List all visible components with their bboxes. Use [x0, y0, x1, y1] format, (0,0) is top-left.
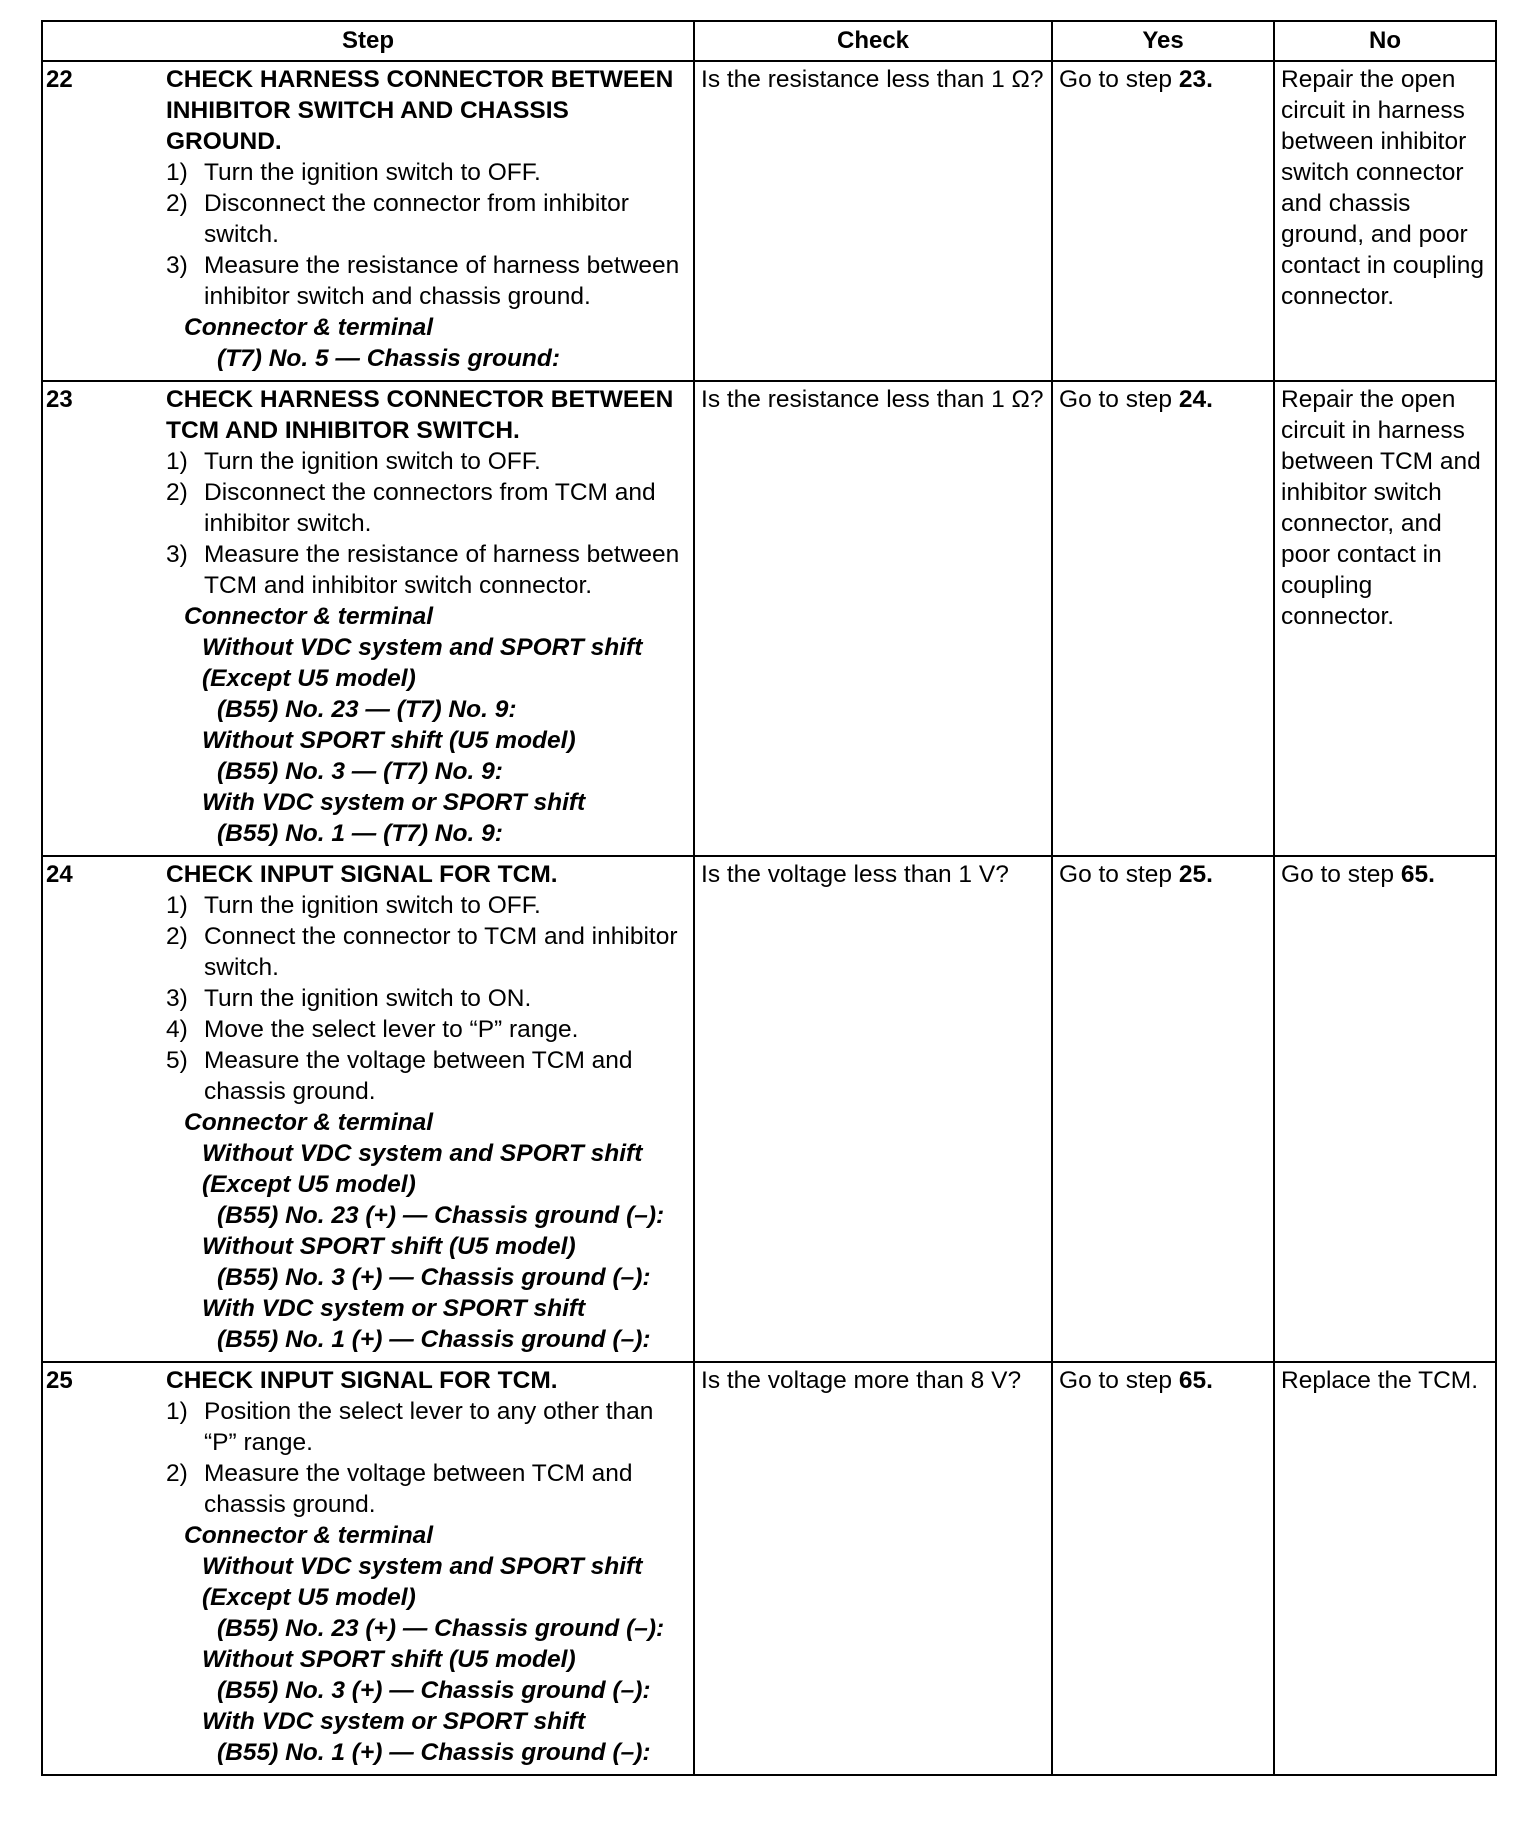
procedure-step	[166, 983, 693, 1014]
spec-line: Without SPORT shift (U5 model)	[202, 1233, 576, 1260]
procedure-step-number: 2)	[166, 190, 188, 217]
yes-action-text: Go to step	[1059, 861, 1179, 888]
spec-line: (B55) No. 23 — (T7) No. 9:	[217, 696, 517, 723]
procedure-step	[166, 157, 693, 188]
yes-action	[1053, 857, 1273, 890]
procedure-step-number: 2)	[166, 1460, 188, 1487]
spec-line: (B55) No. 3 — (T7) No. 9:	[217, 758, 503, 785]
procedure-step	[166, 1014, 693, 1045]
procedure-step	[166, 1396, 693, 1458]
spec-line: (Except U5 model)	[202, 1171, 416, 1198]
no-action	[1275, 62, 1495, 312]
spec-line: (B55) No. 3 (+) — Chassis ground (–):	[217, 1677, 651, 1704]
procedure-step-text: Turn the ignition switch to OFF.	[204, 159, 541, 186]
yes-cell	[1052, 856, 1274, 1362]
procedure-step	[166, 1045, 693, 1107]
no-step-ref: 65.	[1400, 861, 1435, 888]
yes-cell	[1052, 1362, 1274, 1775]
procedure-step-text: Position the select lever to any other than “P” range.	[204, 1398, 654, 1456]
step-number: 24	[46, 861, 73, 888]
check-question: Is the resistance less than 1 Ω?	[701, 386, 1044, 413]
spec-line: With VDC system or SPORT shift	[202, 1708, 586, 1735]
yes-action-text: Go to step	[1059, 1367, 1179, 1394]
procedure-step-text: Disconnect the connector from inhibitor switch.	[204, 190, 629, 248]
step-title: TCM AND INHIBITOR SWITCH.	[166, 417, 520, 444]
step-number: 23	[46, 386, 73, 413]
diagnostic-table	[41, 20, 1497, 1776]
step-title: CHECK HARNESS CONNECTOR BETWEEN	[166, 386, 674, 413]
header-check: Check	[694, 21, 1052, 61]
check-cell	[694, 1362, 1052, 1775]
procedure-step-text: Turn the ignition switch to ON.	[204, 985, 532, 1012]
spec-header: Connector & terminal	[184, 314, 434, 341]
procedure-step	[166, 188, 693, 250]
spec-line: (B55) No. 1 (+) — Chassis ground (–):	[217, 1326, 651, 1353]
procedure-step	[166, 921, 693, 983]
header-yes: Yes	[1052, 21, 1274, 61]
spec-line: (B55) No. 1 — (T7) No. 9:	[217, 820, 503, 847]
check-cell	[694, 856, 1052, 1362]
no-cell	[1274, 856, 1496, 1362]
header-step: Step	[42, 21, 694, 61]
procedure-step-text: Measure the resistance of harness between inhibitor switch and chassis ground.	[204, 252, 680, 310]
step-procedure	[166, 1363, 693, 1774]
header-no: No	[1274, 21, 1496, 61]
table-row	[42, 61, 1496, 381]
procedure-step	[166, 539, 693, 601]
spec-line: (B55) No. 23 (+) — Chassis ground (–):	[217, 1202, 665, 1229]
procedure-step-text: Measure the resistance of harness between TCM and inhibitor switch connector.	[204, 541, 680, 599]
yes-step-ref: 25.	[1178, 861, 1213, 888]
step-procedure	[166, 62, 693, 380]
yes-action	[1053, 62, 1273, 95]
procedure-step-text: Move the select lever to “P” range.	[204, 1016, 579, 1043]
procedure-step-text: Measure the voltage between TCM and chassis ground.	[204, 1460, 633, 1518]
spec-line: Without SPORT shift (U5 model)	[202, 1646, 576, 1673]
procedure-step	[166, 446, 693, 477]
spec-line: Without VDC system and SPORT shift	[202, 1140, 643, 1167]
procedure-step-text: Turn the ignition switch to OFF.	[204, 892, 541, 919]
table-row	[42, 856, 1496, 1362]
step-title: CHECK INPUT SIGNAL FOR TCM.	[166, 861, 558, 888]
step-number: 22	[46, 66, 73, 93]
spec-header: Connector & terminal	[184, 603, 434, 630]
step-title: CHECK HARNESS CONNECTOR BETWEEN	[166, 66, 674, 93]
spec-header: Connector & terminal	[184, 1109, 434, 1136]
no-action-text: Go to step	[1281, 861, 1401, 888]
step-title: INHIBITOR SWITCH AND CHASSIS	[166, 97, 569, 124]
spec-line: With VDC system or SPORT shift	[202, 789, 586, 816]
spec-line: (Except U5 model)	[202, 665, 416, 692]
yes-action	[1053, 1363, 1273, 1396]
check-question: Is the voltage less than 1 V?	[701, 861, 1009, 888]
spec-line: With VDC system or SPORT shift	[202, 1295, 586, 1322]
procedure-step-number: 2)	[166, 479, 188, 506]
procedure-step-number: 1)	[166, 1398, 188, 1425]
table-header-row	[42, 21, 1496, 61]
procedure-step-number: 3)	[166, 541, 188, 568]
no-cell	[1274, 61, 1496, 381]
yes-action-text: Go to step	[1059, 386, 1179, 413]
no-action	[1275, 1363, 1495, 1396]
procedure-step-number: 2)	[166, 923, 188, 950]
step-cell	[42, 856, 694, 1362]
no-action-text: Repair the open circuit in harness between inhibitor switch connector and chassis ground, and poor contact in coupling connector.	[1281, 66, 1484, 310]
procedure-step-number: 1)	[166, 159, 188, 186]
yes-cell	[1052, 381, 1274, 856]
check-question: Is the resistance less than 1 Ω?	[701, 66, 1044, 93]
yes-action	[1053, 382, 1273, 415]
procedure-step-text: Connect the connector to TCM and inhibitor switch.	[204, 923, 678, 981]
spec-line: Without VDC system and SPORT shift	[202, 634, 643, 661]
no-cell	[1274, 1362, 1496, 1775]
yes-action-text: Go to step	[1059, 66, 1179, 93]
step-cell	[42, 1362, 694, 1775]
no-cell	[1274, 381, 1496, 856]
procedure-step-text: Measure the voltage between TCM and chassis ground.	[204, 1047, 633, 1105]
table-row	[42, 381, 1496, 856]
step-cell	[42, 61, 694, 381]
check-cell	[694, 381, 1052, 856]
procedure-step	[166, 477, 693, 539]
procedure-step-text: Disconnect the connectors from TCM and inhibitor switch.	[204, 479, 656, 537]
step-procedure	[166, 857, 693, 1361]
table-row	[42, 1362, 1496, 1775]
procedure-step	[166, 1458, 693, 1520]
check-cell	[694, 61, 1052, 381]
no-action	[1275, 857, 1495, 890]
no-action-text: Repair the open circuit in harness between TCM and inhibitor switch connector, and poor contact in coupling connector.	[1281, 386, 1481, 630]
no-action	[1275, 382, 1495, 632]
spec-line: (B55) No. 1 (+) — Chassis ground (–):	[217, 1739, 651, 1766]
spec-line: (T7) No. 5 — Chassis ground:	[217, 345, 561, 372]
step-procedure	[166, 382, 693, 855]
yes-step-ref: 24.	[1178, 386, 1213, 413]
step-cell	[42, 381, 694, 856]
spec-line: (B55) No. 3 (+) — Chassis ground (–):	[217, 1264, 651, 1291]
procedure-step	[166, 250, 693, 312]
yes-cell	[1052, 61, 1274, 381]
procedure-step-number: 3)	[166, 985, 188, 1012]
procedure-step-number: 1)	[166, 448, 188, 475]
procedure-step-text: Turn the ignition switch to OFF.	[204, 448, 541, 475]
spec-line: (B55) No. 23 (+) — Chassis ground (–):	[217, 1615, 665, 1642]
procedure-step-number: 5)	[166, 1047, 188, 1074]
step-title: GROUND.	[166, 128, 282, 155]
step-number: 25	[46, 1367, 73, 1394]
yes-step-ref: 23.	[1178, 66, 1213, 93]
check-question: Is the voltage more than 8 V?	[701, 1367, 1022, 1394]
procedure-step-number: 3)	[166, 252, 188, 279]
no-action-text: Replace the TCM.	[1281, 1367, 1479, 1394]
step-title: CHECK INPUT SIGNAL FOR TCM.	[166, 1367, 558, 1394]
yes-step-ref: 65.	[1178, 1367, 1213, 1394]
procedure-step	[166, 890, 693, 921]
procedure-step-number: 1)	[166, 892, 188, 919]
spec-line: Without VDC system and SPORT shift	[202, 1553, 643, 1580]
procedure-step-number: 4)	[166, 1016, 188, 1043]
spec-line: (Except U5 model)	[202, 1584, 416, 1611]
spec-header: Connector & terminal	[184, 1522, 434, 1549]
spec-line: Without SPORT shift (U5 model)	[202, 727, 576, 754]
